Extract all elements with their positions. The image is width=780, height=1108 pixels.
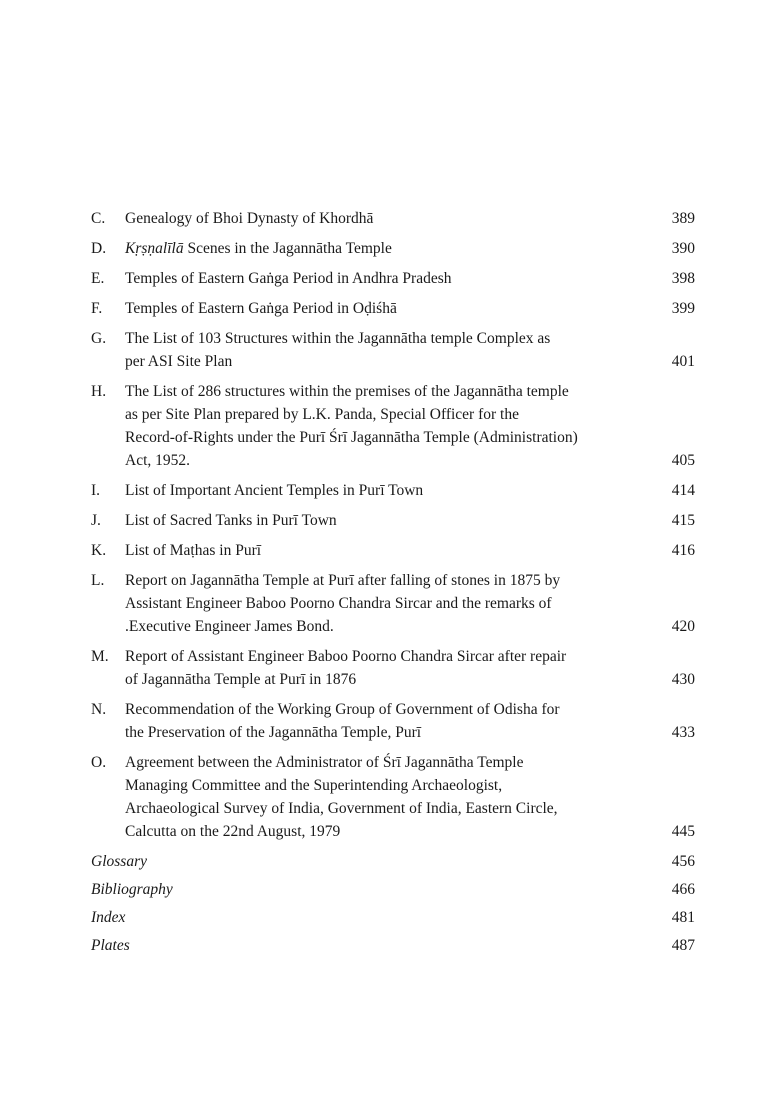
- table-of-contents: [91, 207, 695, 962]
- entry-title: List of Sacred Tanks in Purī Town: [125, 512, 337, 529]
- toc-entry-j[interactable]: [91, 509, 695, 532]
- page-number: 433: [671, 724, 695, 741]
- page-number: 487: [671, 937, 695, 954]
- entry-title: Glossary: [91, 853, 147, 870]
- toc-entry-m[interactable]: [91, 645, 695, 691]
- entry-letter: D.: [91, 240, 107, 257]
- page-number: 401: [671, 353, 695, 370]
- toc-entry-o[interactable]: [91, 751, 695, 843]
- entry-letter: C.: [91, 210, 106, 227]
- page-number: 466: [671, 881, 695, 898]
- entry-letter: M.: [91, 648, 109, 665]
- page-number: 456: [671, 853, 695, 870]
- entry-title: Genealogy of Bhoi Dynasty of Khordhā: [125, 210, 374, 227]
- page-number: 399: [671, 300, 695, 317]
- entry-letter: H.: [91, 383, 107, 400]
- entry-letter: E.: [91, 270, 105, 287]
- toc-entry-d[interactable]: [91, 237, 695, 260]
- toc-entry-glossary[interactable]: [91, 850, 695, 873]
- toc-entry-f[interactable]: [91, 297, 695, 320]
- toc-entry-e[interactable]: [91, 267, 695, 290]
- toc-entry-bibliography[interactable]: [91, 878, 695, 901]
- entry-title: Recommendation of the Working Group of Government of Odisha for the Preservation of the Jagannātha Temple, Purī: [125, 701, 560, 741]
- entry-title: Report of Assistant Engineer Baboo Poorno Chandra Sircar after repair of Jagannātha Temple at Purī in 1876: [125, 648, 567, 688]
- entry-letter: I.: [91, 482, 101, 499]
- page-number: 415: [671, 512, 695, 529]
- page-number: 405: [671, 452, 695, 469]
- entry-letter: O.: [91, 754, 107, 771]
- entry-title: List of Maṭhas in Purī: [125, 542, 262, 559]
- page-number: 389: [671, 210, 695, 227]
- page-number: 414: [671, 482, 695, 499]
- entry-letter: N.: [91, 701, 107, 718]
- toc-entry-g[interactable]: [91, 327, 695, 373]
- page-number: 481: [671, 909, 695, 926]
- entry-letter: L.: [91, 572, 105, 589]
- page-number: 398: [671, 270, 695, 287]
- page-number: 445: [671, 823, 695, 840]
- entry-title: Temples of Eastern Gaṅga Period in Andhra Pradesh: [125, 270, 452, 287]
- entry-letter: G.: [91, 330, 107, 347]
- entry-title: The List of 286 structures within the premises of the Jagannātha temple as per Site Plan prepared by L.K. Panda, Special Officer for the Record-of-Rights under the Purī Śrī Jagannātha Temple (Administration) Act, 1952.: [125, 383, 578, 469]
- page-number: 420: [671, 618, 695, 635]
- page-number: 390: [671, 240, 695, 257]
- toc-entry-h[interactable]: [91, 380, 695, 472]
- toc-entry-n[interactable]: [91, 698, 695, 744]
- toc-entry-l[interactable]: [91, 569, 695, 638]
- entry-title: List of Important Ancient Temples in Purī Town: [125, 482, 424, 499]
- page-number: 430: [671, 671, 695, 688]
- entry-letter: J.: [91, 512, 101, 529]
- entry-title: Agreement between the Administrator of Śrī Jagannātha Temple Managing Committee and the Superintending Archaeologist, Archaeological Survey of India, Government of India, Eastern Circle, Calcutta on the 22nd August, 1979: [125, 754, 558, 840]
- toc-entry-c[interactable]: [91, 207, 695, 230]
- page-number: 416: [671, 542, 695, 559]
- toc-entry-i[interactable]: [91, 479, 695, 502]
- entry-title: Bibliography: [91, 881, 173, 898]
- entry-title: Plates: [91, 937, 130, 954]
- toc-entry-index[interactable]: [91, 906, 695, 929]
- entry-letter: F.: [91, 300, 103, 317]
- entry-title: Kṛṣṇalīlā Scenes in the Jagannātha Temple: [125, 240, 392, 257]
- entry-title: Temples of Eastern Gaṅga Period in Oḍiśhā: [125, 300, 397, 317]
- toc-entry-plates[interactable]: [91, 934, 695, 957]
- entry-title: Index: [91, 909, 126, 926]
- entry-title: The List of 103 Structures within the Jagannātha temple Complex as per ASI Site Plan: [125, 330, 551, 370]
- toc-entry-k[interactable]: [91, 539, 695, 562]
- entry-title: Report on Jagannātha Temple at Purī after falling of stones in 1875 by Assistant Engineer Baboo Poorno Chandra Sircar and the remarks of .Executive Engineer James Bond.: [125, 572, 561, 635]
- entry-letter: K.: [91, 542, 107, 559]
